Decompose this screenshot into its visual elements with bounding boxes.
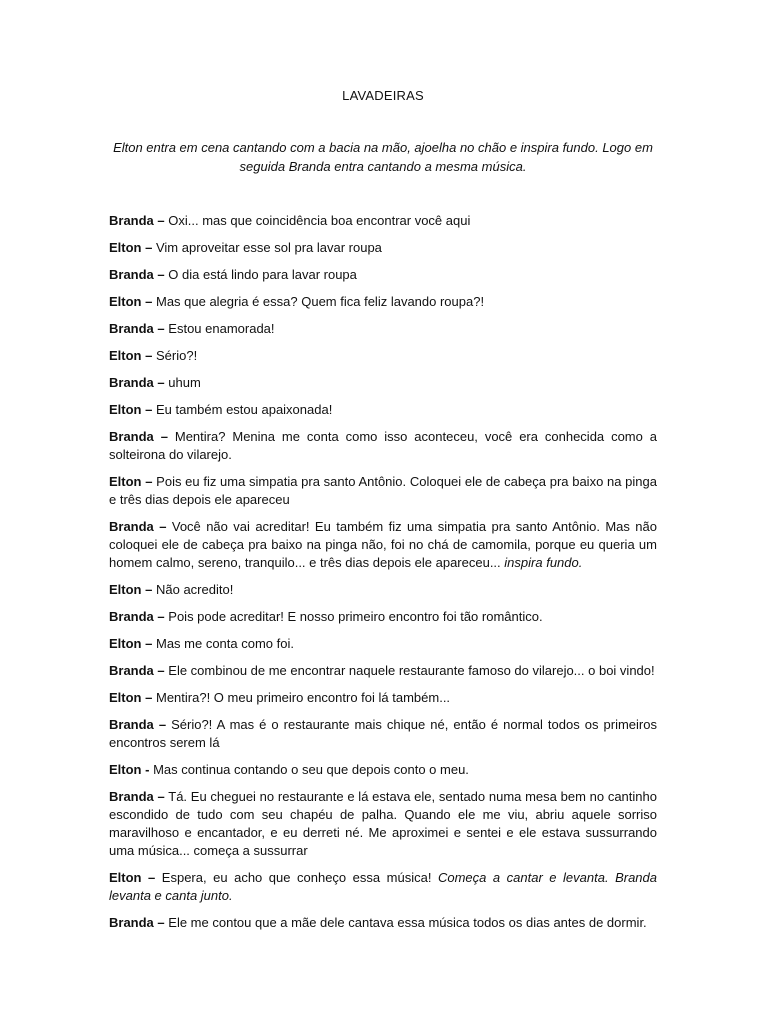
speaker-name: Elton [109, 762, 142, 777]
speaker-name: Elton [109, 402, 142, 417]
speaker-separator: – [148, 870, 156, 885]
dialogue-line [109, 320, 657, 338]
speaker-separator: – [145, 402, 153, 417]
speaker-separator: - [145, 762, 150, 777]
dialogue-line [109, 689, 657, 707]
dialogue-text: Estou enamorada! [168, 321, 275, 336]
stage-direction: inspira fundo. [504, 555, 583, 570]
dialogue-line [109, 428, 657, 464]
dialogue-text: Sério?! [155, 348, 198, 363]
dialogue-line [109, 401, 657, 419]
speaker-separator: – [157, 267, 165, 282]
dialogue-text: Mas me conta como foi. [155, 636, 294, 651]
dialogue-line [109, 473, 657, 509]
speaker-name: Elton [109, 348, 142, 363]
speaker-name: Branda [109, 717, 154, 732]
speaker-name: Branda [109, 663, 154, 678]
speaker-name: Branda [109, 375, 154, 390]
dialogue-text: uhum [168, 375, 201, 390]
dialogue-line [109, 293, 657, 311]
dialogue-text: Mas que alegria é essa? Quem fica feliz lavando roupa?! [155, 294, 485, 309]
dialogue-text: Eu também estou apaixonada! [155, 402, 333, 417]
dialogue-line [109, 212, 657, 230]
speaker-name: Elton [109, 240, 142, 255]
speaker-name: Branda [109, 267, 154, 282]
dialogue-text: Pois pode acreditar! E nosso primeiro encontro foi tão romântico. [168, 609, 543, 624]
dialogue-line [109, 347, 657, 365]
dialogue-text: Tá. Eu cheguei no restaurante e lá estava ele, sentado numa mesa bem no cantinho escondido de tudo com seu chapéu de palha. Quando ele me viu, abriu aquele sorriso maravilhoso e encantador, e eu derreti né. Me aproximei e sentei e ele estava sussurrando uma música... começa a sussurrar [109, 789, 657, 858]
speaker-name: Elton [109, 690, 142, 705]
dialogue-line [109, 788, 657, 860]
speaker-name: Branda [109, 915, 154, 930]
speaker-separator: – [157, 915, 165, 930]
speaker-name: Branda [109, 213, 154, 228]
speaker-separator: – [157, 663, 165, 678]
document-page [109, 0, 657, 1024]
stage-direction-intro: Elton entra em cena cantando com a bacia na mão, ajoelha no chão e inspira fundo. Logo em seguida Branda entra cantando a mesma música. [113, 140, 653, 174]
dialogue-line [109, 635, 657, 653]
dialogue-text: Espera, eu acho que conheço essa música! [161, 870, 432, 885]
speaker-name: Branda [109, 609, 154, 624]
dialogue-line [109, 374, 657, 392]
dialogue-line [109, 608, 657, 626]
dialogue-line [109, 239, 657, 257]
speaker-name: Elton [109, 870, 142, 885]
speaker-separator: – [158, 717, 167, 732]
dialogue-list [109, 212, 657, 941]
speaker-separator: – [145, 636, 153, 651]
dialogue-line [109, 869, 657, 905]
speaker-separator: – [145, 690, 153, 705]
speaker-separator: – [157, 375, 165, 390]
speaker-name: Elton [109, 582, 142, 597]
dialogue-text: O dia está lindo para lavar roupa [168, 267, 357, 282]
speaker-separator: – [145, 240, 153, 255]
speaker-name: Elton [109, 474, 142, 489]
dialogue-text: Oxi... mas que coincidência boa encontrar você aqui [168, 213, 471, 228]
dialogue-line [109, 761, 657, 779]
dialogue-text: Mas continua contando o seu que depois conto o meu. [153, 762, 469, 777]
dialogue-text: Sério?! A mas é o restaurante mais chique né, então é normal todos os primeiros encontros serem lá [109, 717, 657, 750]
dialogue-line [109, 716, 657, 752]
speaker-name: Branda [109, 429, 154, 444]
speaker-name: Branda [109, 519, 154, 534]
speaker-separator: – [145, 348, 153, 363]
speaker-separator: – [160, 429, 168, 444]
dialogue-line [109, 662, 657, 680]
speaker-name: Branda [109, 321, 154, 336]
speaker-separator: – [157, 609, 165, 624]
dialogue-text: Vim aproveitar esse sol pra lavar roupa [155, 240, 382, 255]
dialogue-line [109, 518, 657, 572]
speaker-separator: – [145, 582, 153, 597]
dialogue-text: Você não vai acreditar! Eu também fiz uma simpatia pra santo Antônio. Mas não coloquei ele de cabeça pra baixo na pinga não, foi no chá de camomila, porque eu queria um homem calmo, sereno, tranquilo... e três dias depois ele apareceu... [109, 519, 657, 570]
speaker-name: Elton [109, 636, 142, 651]
dialogue-text: Mentira?! O meu primeiro encontro foi lá também... [155, 690, 451, 705]
speaker-separator: – [159, 519, 167, 534]
speaker-separator: – [157, 789, 165, 804]
dialogue-line [109, 266, 657, 284]
speaker-separator: – [157, 213, 165, 228]
speaker-separator: – [145, 474, 153, 489]
dialogue-line [109, 914, 657, 932]
dialogue-text: Ele me contou que a mãe dele cantava essa música todos os dias antes de dormir. [168, 915, 647, 930]
stage-direction: Começa a cantar e levanta. Branda levanta e canta junto. [109, 870, 657, 903]
dialogue-text: Ele combinou de me encontrar naquele restaurante famoso do vilarejo... o boi vindo! [168, 663, 655, 678]
document-title: LAVADEIRAS [342, 88, 424, 103]
dialogue-text: Pois eu fiz uma simpatia pra santo Antônio. Coloquei ele de cabeça pra baixo na pinga e três dias depois ele apareceu [109, 474, 657, 507]
speaker-name: Branda [109, 789, 154, 804]
speaker-separator: – [157, 321, 165, 336]
speaker-separator: – [145, 294, 153, 309]
dialogue-line [109, 581, 657, 599]
dialogue-text: Mentira? Menina me conta como isso aconteceu, você era conhecida como a solteirona do vilarejo. [109, 429, 657, 462]
dialogue-text: Não acredito! [155, 582, 234, 597]
speaker-name: Elton [109, 294, 142, 309]
